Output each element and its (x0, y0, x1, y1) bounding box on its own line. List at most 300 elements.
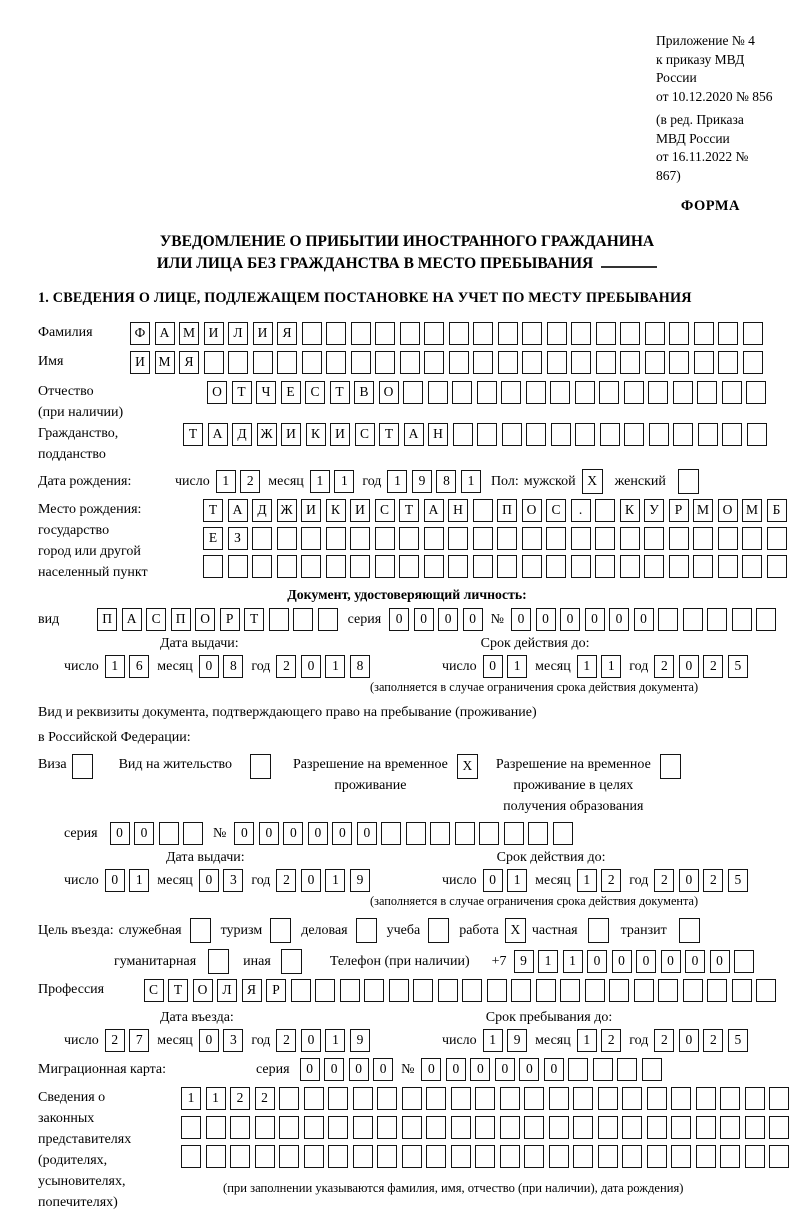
char-cell[interactable]: Ф (130, 322, 150, 345)
char-cell[interactable]: 0 (373, 1058, 393, 1081)
char-cell[interactable]: 1 (507, 869, 527, 892)
char-cell[interactable] (571, 351, 591, 374)
char-cell[interactable] (756, 608, 776, 631)
char-cell[interactable] (279, 1145, 299, 1168)
char-cell[interactable]: Т (183, 423, 203, 446)
char-cell[interactable] (204, 351, 224, 374)
char-cell[interactable] (399, 527, 419, 550)
char-cell[interactable] (400, 351, 420, 374)
char-cell[interactable] (426, 1087, 446, 1110)
char-cell[interactable]: А (404, 423, 424, 446)
char-cell[interactable]: О (193, 979, 213, 1002)
char-cell[interactable] (522, 527, 542, 550)
char-cell[interactable]: 0 (389, 608, 409, 631)
char-cell[interactable] (553, 822, 573, 845)
char-cell[interactable] (550, 381, 570, 404)
char-cell[interactable] (426, 1116, 446, 1139)
char-cell[interactable]: 1 (105, 655, 125, 678)
char-cell[interactable] (301, 527, 321, 550)
char-cell[interactable] (328, 1087, 348, 1110)
char-cell[interactable] (696, 1145, 716, 1168)
char-cell[interactable] (560, 979, 580, 1002)
char-cell[interactable] (742, 555, 762, 578)
char-cell[interactable]: 2 (255, 1087, 275, 1110)
char-cell[interactable]: 0 (259, 822, 279, 845)
purpose-humanitarian-checkbox[interactable] (208, 949, 229, 974)
char-cell[interactable] (697, 381, 717, 404)
char-cell[interactable] (402, 1116, 422, 1139)
char-cell[interactable]: Т (168, 979, 188, 1002)
char-cell[interactable]: К (326, 499, 346, 522)
char-cell[interactable]: Р (220, 608, 240, 631)
char-cell[interactable] (673, 423, 693, 446)
char-cell[interactable] (351, 351, 371, 374)
char-cell[interactable] (573, 1116, 593, 1139)
char-cell[interactable]: Н (448, 499, 468, 522)
char-cell[interactable] (524, 1116, 544, 1139)
char-cell[interactable]: М (179, 322, 199, 345)
char-cell[interactable] (669, 527, 689, 550)
char-cell[interactable] (301, 555, 321, 578)
char-cell[interactable]: 1 (577, 655, 597, 678)
char-cell[interactable]: 1 (577, 869, 597, 892)
char-cell[interactable] (326, 527, 346, 550)
char-cell[interactable] (479, 822, 499, 845)
char-cell[interactable] (767, 555, 787, 578)
char-cell[interactable]: И (301, 499, 321, 522)
char-cell[interactable] (649, 423, 669, 446)
char-cell[interactable] (452, 381, 472, 404)
char-cell[interactable] (769, 1145, 789, 1168)
char-cell[interactable] (620, 351, 640, 374)
char-cell[interactable]: Е (203, 527, 223, 550)
char-cell[interactable]: 5 (728, 1029, 748, 1052)
char-cell[interactable]: О (522, 499, 542, 522)
char-cell[interactable]: 0 (463, 608, 483, 631)
purpose-transit-checkbox[interactable] (679, 918, 700, 943)
char-cell[interactable]: 0 (421, 1058, 441, 1081)
char-cell[interactable]: 0 (544, 1058, 564, 1081)
char-cell[interactable]: 1 (563, 950, 583, 973)
char-cell[interactable]: З (228, 527, 248, 550)
char-cell[interactable]: Л (228, 322, 248, 345)
char-cell[interactable]: К (306, 423, 326, 446)
char-cell[interactable]: 5 (728, 655, 748, 678)
char-cell[interactable]: 0 (710, 950, 730, 973)
char-cell[interactable]: Я (277, 322, 297, 345)
char-cell[interactable]: 1 (483, 1029, 503, 1052)
char-cell[interactable]: Р (266, 979, 286, 1002)
char-cell[interactable]: 0 (300, 1058, 320, 1081)
char-cell[interactable] (399, 555, 419, 578)
char-cell[interactable]: 0 (612, 950, 632, 973)
char-cell[interactable]: А (424, 499, 444, 522)
char-cell[interactable] (402, 1087, 422, 1110)
char-cell[interactable]: 2 (654, 1029, 674, 1052)
char-cell[interactable]: 0 (199, 1029, 219, 1052)
char-cell[interactable] (353, 1116, 373, 1139)
char-cell[interactable]: С (355, 423, 375, 446)
char-cell[interactable]: 1 (216, 470, 236, 493)
char-cell[interactable] (473, 527, 493, 550)
char-cell[interactable]: В (354, 381, 374, 404)
char-cell[interactable] (596, 322, 616, 345)
char-cell[interactable] (451, 1116, 471, 1139)
char-cell[interactable]: А (208, 423, 228, 446)
char-cell[interactable] (522, 351, 542, 374)
char-cell[interactable] (304, 1087, 324, 1110)
char-cell[interactable] (671, 1145, 691, 1168)
char-cell[interactable] (181, 1145, 201, 1168)
char-cell[interactable]: 8 (436, 470, 456, 493)
char-cell[interactable] (524, 1145, 544, 1168)
char-cell[interactable]: С (146, 608, 166, 631)
char-cell[interactable]: 0 (609, 608, 629, 631)
char-cell[interactable]: 0 (519, 1058, 539, 1081)
purpose-work-checkbox[interactable]: X (505, 918, 526, 943)
char-cell[interactable] (364, 979, 384, 1002)
char-cell[interactable]: 2 (276, 1029, 296, 1052)
char-cell[interactable]: 1 (387, 470, 407, 493)
char-cell[interactable]: П (97, 608, 117, 631)
char-cell[interactable]: 0 (357, 822, 377, 845)
char-cell[interactable] (500, 1116, 520, 1139)
char-cell[interactable] (277, 527, 297, 550)
char-cell[interactable]: Т (379, 423, 399, 446)
char-cell[interactable] (526, 381, 546, 404)
char-cell[interactable] (595, 527, 615, 550)
char-cell[interactable] (302, 322, 322, 345)
char-cell[interactable] (722, 423, 742, 446)
char-cell[interactable] (571, 527, 591, 550)
char-cell[interactable]: 0 (636, 950, 656, 973)
char-cell[interactable] (743, 351, 763, 374)
char-cell[interactable]: 3 (223, 1029, 243, 1052)
char-cell[interactable]: 0 (349, 1058, 369, 1081)
char-cell[interactable] (671, 1087, 691, 1110)
char-cell[interactable] (624, 423, 644, 446)
char-cell[interactable]: Н (428, 423, 448, 446)
char-cell[interactable] (693, 555, 713, 578)
char-cell[interactable] (696, 1116, 716, 1139)
char-cell[interactable]: А (155, 322, 175, 345)
char-cell[interactable] (406, 822, 426, 845)
char-cell[interactable]: Я (242, 979, 262, 1002)
char-cell[interactable] (669, 322, 689, 345)
char-cell[interactable]: Ч (256, 381, 276, 404)
char-cell[interactable] (683, 979, 703, 1002)
char-cell[interactable]: М (155, 351, 175, 374)
char-cell[interactable]: 2 (703, 869, 723, 892)
char-cell[interactable]: С (305, 381, 325, 404)
char-cell[interactable]: 2 (654, 655, 674, 678)
char-cell[interactable] (252, 555, 272, 578)
char-cell[interactable] (536, 979, 556, 1002)
char-cell[interactable]: 1 (325, 1029, 345, 1052)
char-cell[interactable]: 1 (538, 950, 558, 973)
char-cell[interactable] (424, 322, 444, 345)
char-cell[interactable]: И (253, 322, 273, 345)
char-cell[interactable] (326, 555, 346, 578)
char-cell[interactable] (350, 555, 370, 578)
char-cell[interactable] (720, 1116, 740, 1139)
char-cell[interactable]: У (644, 499, 664, 522)
char-cell[interactable] (648, 381, 668, 404)
char-cell[interactable]: 0 (283, 822, 303, 845)
char-cell[interactable] (462, 979, 482, 1002)
char-cell[interactable] (477, 381, 497, 404)
char-cell[interactable] (413, 979, 433, 1002)
char-cell[interactable]: С (144, 979, 164, 1002)
char-cell[interactable]: 0 (134, 822, 154, 845)
char-cell[interactable]: 0 (511, 608, 531, 631)
char-cell[interactable]: 0 (679, 655, 699, 678)
char-cell[interactable]: 0 (234, 822, 254, 845)
char-cell[interactable] (707, 979, 727, 1002)
char-cell[interactable] (522, 322, 542, 345)
char-cell[interactable] (328, 1116, 348, 1139)
char-cell[interactable] (477, 423, 497, 446)
char-cell[interactable] (497, 527, 517, 550)
char-cell[interactable]: 1 (507, 655, 527, 678)
char-cell[interactable] (599, 381, 619, 404)
char-cell[interactable]: 2 (703, 1029, 723, 1052)
char-cell[interactable] (644, 555, 664, 578)
char-cell[interactable]: А (228, 499, 248, 522)
char-cell[interactable] (351, 322, 371, 345)
char-cell[interactable] (381, 822, 401, 845)
char-cell[interactable] (528, 822, 548, 845)
purpose-business-checkbox[interactable] (356, 918, 377, 943)
char-cell[interactable] (526, 423, 546, 446)
char-cell[interactable] (645, 322, 665, 345)
char-cell[interactable] (769, 1116, 789, 1139)
char-cell[interactable] (595, 499, 615, 522)
char-cell[interactable] (547, 322, 567, 345)
char-cell[interactable] (549, 1087, 569, 1110)
char-cell[interactable] (718, 351, 738, 374)
char-cell[interactable] (377, 1116, 397, 1139)
char-cell[interactable]: Ж (277, 499, 297, 522)
char-cell[interactable]: 1 (461, 470, 481, 493)
char-cell[interactable]: Б (767, 499, 787, 522)
char-cell[interactable]: 1 (325, 869, 345, 892)
char-cell[interactable] (718, 322, 738, 345)
char-cell[interactable] (497, 555, 517, 578)
char-cell[interactable] (228, 351, 248, 374)
char-cell[interactable]: 8 (223, 655, 243, 678)
char-cell[interactable] (375, 527, 395, 550)
char-cell[interactable]: 0 (324, 1058, 344, 1081)
char-cell[interactable]: 0 (495, 1058, 515, 1081)
char-cell[interactable] (547, 351, 567, 374)
char-cell[interactable] (718, 527, 738, 550)
char-cell[interactable] (473, 351, 493, 374)
char-cell[interactable]: 1 (577, 1029, 597, 1052)
visa-checkbox[interactable] (72, 754, 93, 779)
char-cell[interactable] (671, 1116, 691, 1139)
char-cell[interactable] (449, 322, 469, 345)
char-cell[interactable] (315, 979, 335, 1002)
char-cell[interactable] (571, 555, 591, 578)
char-cell[interactable] (575, 381, 595, 404)
male-checkbox[interactable]: X (582, 469, 603, 494)
char-cell[interactable] (255, 1145, 275, 1168)
char-cell[interactable] (291, 979, 311, 1002)
char-cell[interactable] (683, 608, 703, 631)
char-cell[interactable]: Д (232, 423, 252, 446)
char-cell[interactable]: 0 (585, 608, 605, 631)
char-cell[interactable] (293, 608, 313, 631)
char-cell[interactable]: 0 (470, 1058, 490, 1081)
char-cell[interactable] (645, 351, 665, 374)
char-cell[interactable]: 3 (223, 869, 243, 892)
edu-residence-checkbox[interactable] (660, 754, 681, 779)
char-cell[interactable] (318, 608, 338, 631)
char-cell[interactable]: . (571, 499, 591, 522)
char-cell[interactable] (389, 979, 409, 1002)
char-cell[interactable]: 0 (685, 950, 705, 973)
char-cell[interactable]: 0 (199, 655, 219, 678)
char-cell[interactable] (206, 1145, 226, 1168)
char-cell[interactable] (502, 423, 522, 446)
char-cell[interactable] (400, 322, 420, 345)
char-cell[interactable] (573, 1145, 593, 1168)
purpose-other-checkbox[interactable] (281, 949, 302, 974)
char-cell[interactable] (326, 322, 346, 345)
char-cell[interactable]: 0 (199, 869, 219, 892)
char-cell[interactable]: 9 (350, 869, 370, 892)
char-cell[interactable]: Я (179, 351, 199, 374)
char-cell[interactable]: 2 (240, 470, 260, 493)
char-cell[interactable] (350, 527, 370, 550)
char-cell[interactable] (403, 381, 423, 404)
char-cell[interactable]: 8 (350, 655, 370, 678)
char-cell[interactable] (451, 1087, 471, 1110)
char-cell[interactable] (448, 527, 468, 550)
char-cell[interactable] (475, 1116, 495, 1139)
char-cell[interactable] (279, 1116, 299, 1139)
char-cell[interactable] (718, 555, 738, 578)
char-cell[interactable]: 2 (276, 869, 296, 892)
char-cell[interactable] (546, 555, 566, 578)
char-cell[interactable]: 1 (310, 470, 330, 493)
char-cell[interactable] (673, 381, 693, 404)
char-cell[interactable] (647, 1145, 667, 1168)
char-cell[interactable] (745, 1116, 765, 1139)
char-cell[interactable] (720, 1145, 740, 1168)
char-cell[interactable] (745, 1145, 765, 1168)
purpose-official-checkbox[interactable] (190, 918, 211, 943)
char-cell[interactable]: 0 (301, 1029, 321, 1052)
char-cell[interactable] (498, 351, 518, 374)
char-cell[interactable]: 7 (129, 1029, 149, 1052)
char-cell[interactable] (430, 822, 450, 845)
char-cell[interactable] (549, 1116, 569, 1139)
char-cell[interactable] (475, 1087, 495, 1110)
char-cell[interactable]: 0 (332, 822, 352, 845)
char-cell[interactable] (669, 555, 689, 578)
temp-residence-checkbox[interactable]: X (457, 754, 478, 779)
char-cell[interactable]: О (195, 608, 215, 631)
char-cell[interactable] (228, 555, 248, 578)
char-cell[interactable] (326, 351, 346, 374)
char-cell[interactable] (620, 527, 640, 550)
char-cell[interactable] (573, 1087, 593, 1110)
char-cell[interactable]: Т (232, 381, 252, 404)
char-cell[interactable] (747, 423, 767, 446)
female-checkbox[interactable] (678, 469, 699, 494)
residence-permit-checkbox[interactable] (250, 754, 271, 779)
char-cell[interactable]: И (130, 351, 150, 374)
char-cell[interactable]: 1 (601, 655, 621, 678)
char-cell[interactable] (255, 1116, 275, 1139)
char-cell[interactable] (769, 1087, 789, 1110)
char-cell[interactable] (181, 1116, 201, 1139)
char-cell[interactable] (669, 351, 689, 374)
char-cell[interactable]: 9 (507, 1029, 527, 1052)
char-cell[interactable]: 0 (438, 608, 458, 631)
char-cell[interactable] (424, 555, 444, 578)
char-cell[interactable]: 0 (483, 655, 503, 678)
char-cell[interactable] (522, 555, 542, 578)
char-cell[interactable] (375, 555, 395, 578)
char-cell[interactable]: 1 (325, 655, 345, 678)
char-cell[interactable] (600, 423, 620, 446)
char-cell[interactable]: 2 (601, 869, 621, 892)
char-cell[interactable]: П (171, 608, 191, 631)
purpose-study-checkbox[interactable] (428, 918, 449, 943)
char-cell[interactable]: 1 (129, 869, 149, 892)
char-cell[interactable]: П (497, 499, 517, 522)
char-cell[interactable] (449, 351, 469, 374)
char-cell[interactable] (609, 979, 629, 1002)
char-cell[interactable] (634, 979, 654, 1002)
char-cell[interactable] (375, 351, 395, 374)
char-cell[interactable] (448, 555, 468, 578)
char-cell[interactable] (694, 351, 714, 374)
char-cell[interactable]: К (620, 499, 640, 522)
char-cell[interactable] (595, 555, 615, 578)
char-cell[interactable]: 2 (703, 655, 723, 678)
char-cell[interactable]: А (122, 608, 142, 631)
char-cell[interactable] (568, 1058, 588, 1081)
char-cell[interactable] (377, 1087, 397, 1110)
char-cell[interactable] (571, 322, 591, 345)
char-cell[interactable] (453, 423, 473, 446)
char-cell[interactable] (644, 527, 664, 550)
char-cell[interactable]: О (379, 381, 399, 404)
char-cell[interactable]: Р (669, 499, 689, 522)
char-cell[interactable]: 2 (654, 869, 674, 892)
char-cell[interactable] (693, 527, 713, 550)
char-cell[interactable] (732, 979, 752, 1002)
char-cell[interactable]: 2 (601, 1029, 621, 1052)
purpose-tourism-checkbox[interactable] (270, 918, 291, 943)
char-cell[interactable] (304, 1116, 324, 1139)
char-cell[interactable] (377, 1145, 397, 1168)
char-cell[interactable]: И (281, 423, 301, 446)
char-cell[interactable]: 0 (587, 950, 607, 973)
char-cell[interactable] (642, 1058, 662, 1081)
char-cell[interactable] (183, 822, 203, 845)
char-cell[interactable] (302, 351, 322, 374)
char-cell[interactable]: 0 (679, 869, 699, 892)
char-cell[interactable] (767, 527, 787, 550)
char-cell[interactable]: 0 (560, 608, 580, 631)
char-cell[interactable] (756, 979, 776, 1002)
char-cell[interactable]: 1 (206, 1087, 226, 1110)
